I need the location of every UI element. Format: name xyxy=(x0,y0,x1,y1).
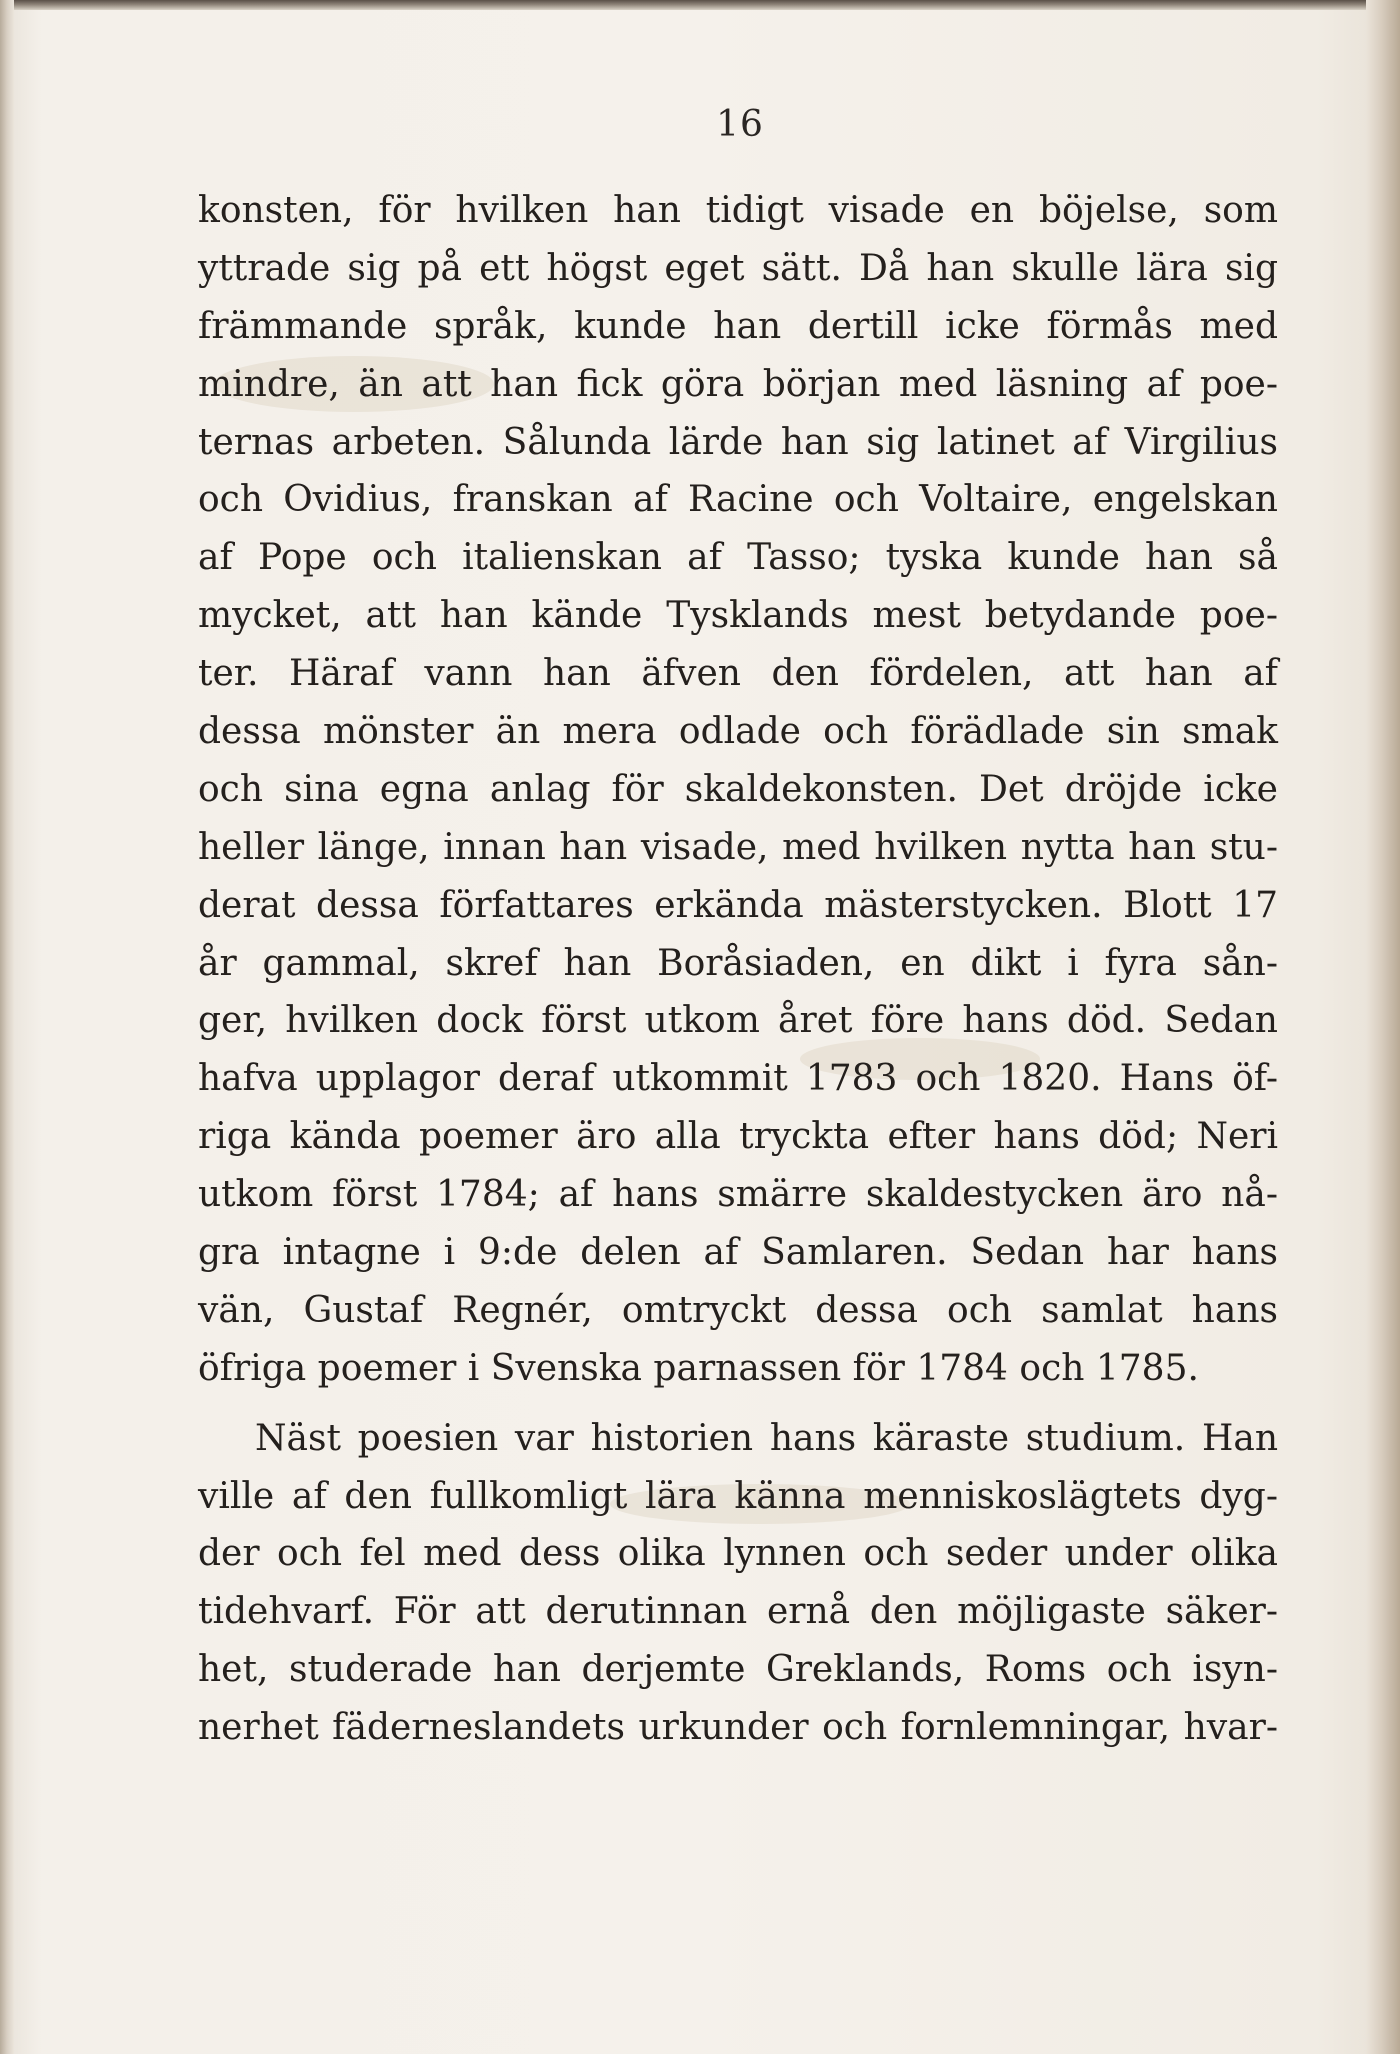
text-line: år gammal, skref han Boråsiaden, en dikt i fyra sån- xyxy=(198,942,1278,984)
page-left-edge xyxy=(0,0,14,2054)
page-number: 16 xyxy=(716,104,764,145)
text-line: der och fel med dess olika lynnen och seder under olika xyxy=(198,1533,1278,1575)
text-line: och sina egna anlag för skaldekonsten. Det dröjde icke xyxy=(198,768,1278,810)
text-line: Näst poesien var historien hans käraste studium. Han xyxy=(255,1417,1278,1459)
text-line: tidehvarf. För att derutinnan ernå den möjligaste säker- xyxy=(198,1591,1278,1633)
text-line: hafva upplagor deraf utkommit 1783 och 1820. Hans öf- xyxy=(198,1058,1278,1100)
paragraph xyxy=(198,1410,1278,1757)
page-top-edge xyxy=(0,0,1400,10)
text-line: ter. Häraf vann han äfven den fördelen, att han af xyxy=(198,653,1278,695)
text-line: nerhet fäderneslandets urkunder och fornlemningar, hvar- xyxy=(198,1707,1278,1749)
text-line: utkom först 1784; af hans smärre skaldestycken äro nå- xyxy=(198,1174,1278,1216)
text-line: ville af den fullkomligt lära känna menniskoslägtets dyg- xyxy=(198,1475,1278,1517)
text-line: och Ovidius, franskan af Racine och Voltaire, engelskan xyxy=(198,479,1278,521)
text-line: gra intagne i 9:de delen af Samlaren. Sedan har hans xyxy=(198,1232,1278,1274)
body-text xyxy=(198,182,1278,1757)
text-line: ternas arbeten. Sålunda lärde han sig latinet af Virgilius xyxy=(198,421,1278,463)
text-line: dessa mönster än mera odlade och förädlade sin smak xyxy=(198,711,1278,753)
page-right-edge xyxy=(1366,0,1400,2054)
text-line: ger, hvilken dock först utkom året före hans död. Sedan xyxy=(198,1000,1278,1042)
paragraph-gap xyxy=(198,1398,1278,1410)
text-line: konsten, för hvilken han tidigt visade en böjelse, som xyxy=(198,190,1278,231)
text-line: främmande språk, kunde han dertill icke förmås med xyxy=(198,305,1278,347)
text-line: af Pope och italienskan af Tasso; tyska kunde han så xyxy=(198,537,1278,579)
text-line: öfriga poemer i Svenska parnassen för 1784 och 1785. xyxy=(198,1347,1199,1389)
paragraph xyxy=(198,182,1278,1398)
text-line: yttrade sig på ett högst eget sätt. Då han skulle lära sig xyxy=(198,247,1278,289)
text-line: vän, Gustaf Regnér, omtryckt dessa och samlat hans xyxy=(198,1289,1278,1331)
text-line: mindre, än att han fick göra början med läsning af poe- xyxy=(198,363,1278,405)
text-line: heller länge, innan han visade, med hvilken nytta han stu- xyxy=(198,826,1278,868)
text-line: riga kända poemer äro alla tryckta efter hans död; Neri xyxy=(198,1116,1278,1158)
text-line: het, studerade han derjemte Greklands, Roms och isyn- xyxy=(198,1649,1278,1691)
text-line: derat dessa författares erkända mästerstycken. Blott 17 xyxy=(198,884,1278,926)
text-line: mycket, att han kände Tysklands mest betydande poe- xyxy=(198,595,1278,637)
